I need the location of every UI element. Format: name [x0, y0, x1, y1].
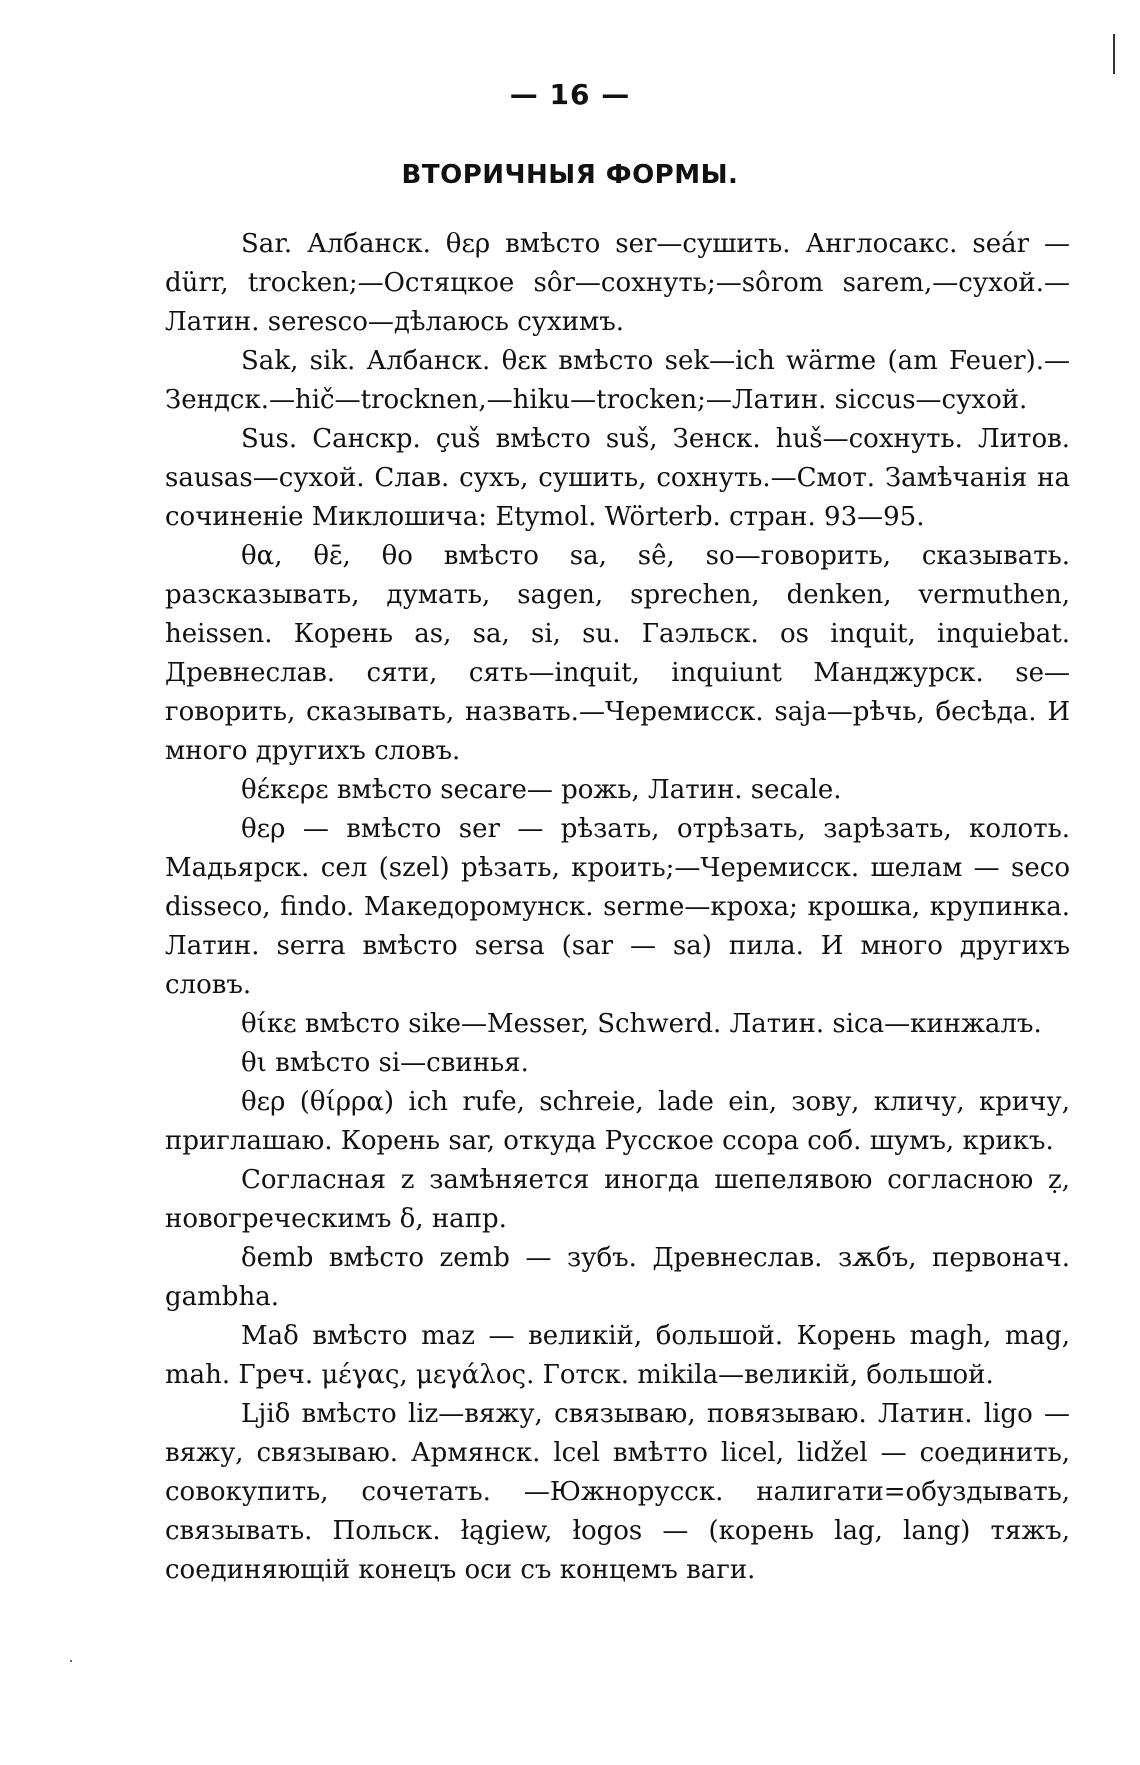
paragraph-ljid: Ljiδ вмѣсто liz—вяжу, связываю, повязываю. Латин. ligo — вяжу, связываю. Армянск. lcel вмѣтто licel, lidžel — соединить, совокупить, сочетать. —Южнорусск. налигати=обуздывать, связывать. Польск. łągiew, łogos — (корень lag, lang) тяжъ, соединяющій конецъ оси съ концемъ ваги. — [165, 1399, 1070, 1585]
paragraph-thekere: θέκερε вмѣсто secare— рожь, Латин. secale. — [241, 775, 842, 805]
paragraph-thike: θίκε вмѣсто sike—Messer, Schwerd. Латин. sica—кинжалъ. — [241, 1009, 1042, 1039]
section-heading: ВТОРИЧНЫЯ ФОРМЫ. — [401, 160, 739, 190]
paragraph-mad: Maδ вмѣсто maz — великій, большой. Корень magh, mag, mah. Греч. μέγας, μεγάλος. Готск. mikila—великій, большой. — [165, 1321, 1070, 1390]
scan-speck — [70, 1660, 72, 1662]
paragraph-sar: Sar. Албанск. θερ вмѣсто ser—сушить. Англосакс. seár — dürr, trocken;—Остяцкое sôr—сохнуть;—sôrom sarem,—сухой.— Латин. serescо—дѣлаюсь сухимъ. — [165, 229, 1070, 337]
paragraph-consonant-z: Согласная z замѣняется иногда шепелявою согласною ẓ, новогреческимъ δ, напр. — [165, 1165, 1070, 1234]
paragraph-thi: θι вмѣсто si—свинья. — [241, 1048, 529, 1078]
paragraph-tha: θα, θε̄, θο вмѣсто sa, sê, so—говорить, сказывать. разсказывать, думать, sagen, sprechen, denken, vermuthen, heissen. Корень as, sa, si, su. Гаэльск. os inquit, inquiebat. Древнеслав. сяти, сять—inquit, inquiunt Манджурск. se—говорить, сказывать, назвать.—Черемисск. saja—рѣчь, бесѣда. И много другихъ словъ. — [165, 541, 1070, 766]
paragraph-demb: δemb вмѣсто zemb — зубъ. Древнеслав. зѫбъ, первонач. gambha. — [165, 1243, 1070, 1312]
page-number: — 16 — — [509, 78, 631, 111]
paragraph-sak: Sak, sik. Албанск. θεκ вмѣсто sek—ich wärme (am Feuer).— Зендск.—hič—trocknen,—hiku—trocken;—Латин. siccus—сухой. — [165, 346, 1070, 415]
paragraph-ther-call: θερ (θίρρα) ich rufe, schreie, lade ein, зову, кличу, кричу, приглашаю. Корень sar, откуда Русское ссора соб. шумъ, крикъ. — [165, 1087, 1070, 1156]
paragraph-ther-cut: θερ — вмѣсто ser — рѣзать, отрѣзать, зарѣзать, колоть. Мадьярск. сел (szel) рѣзать, кроить;—Черемисск. шелам — seco disseco, findo. Македоромунск. serme—кроха; крошка, крупинка. Латин. serra вмѣсто sersa (sar — sa) пила. И много другихъ словъ. — [165, 814, 1070, 1000]
paragraph-sus: Sus. Санскр. çuš вмѣсто suš, Зенск. huš—сохнуть. Литов. sausas—сухой. Слав. сухъ, сушить, сохнуть.—Смот. Замѣчанія на сочиненіе Миклошича: Etymol. Wörterb. стран. 93—95. — [165, 424, 1070, 532]
page-body — [165, 225, 1070, 1590]
margin-scan-mark — [1113, 34, 1115, 74]
